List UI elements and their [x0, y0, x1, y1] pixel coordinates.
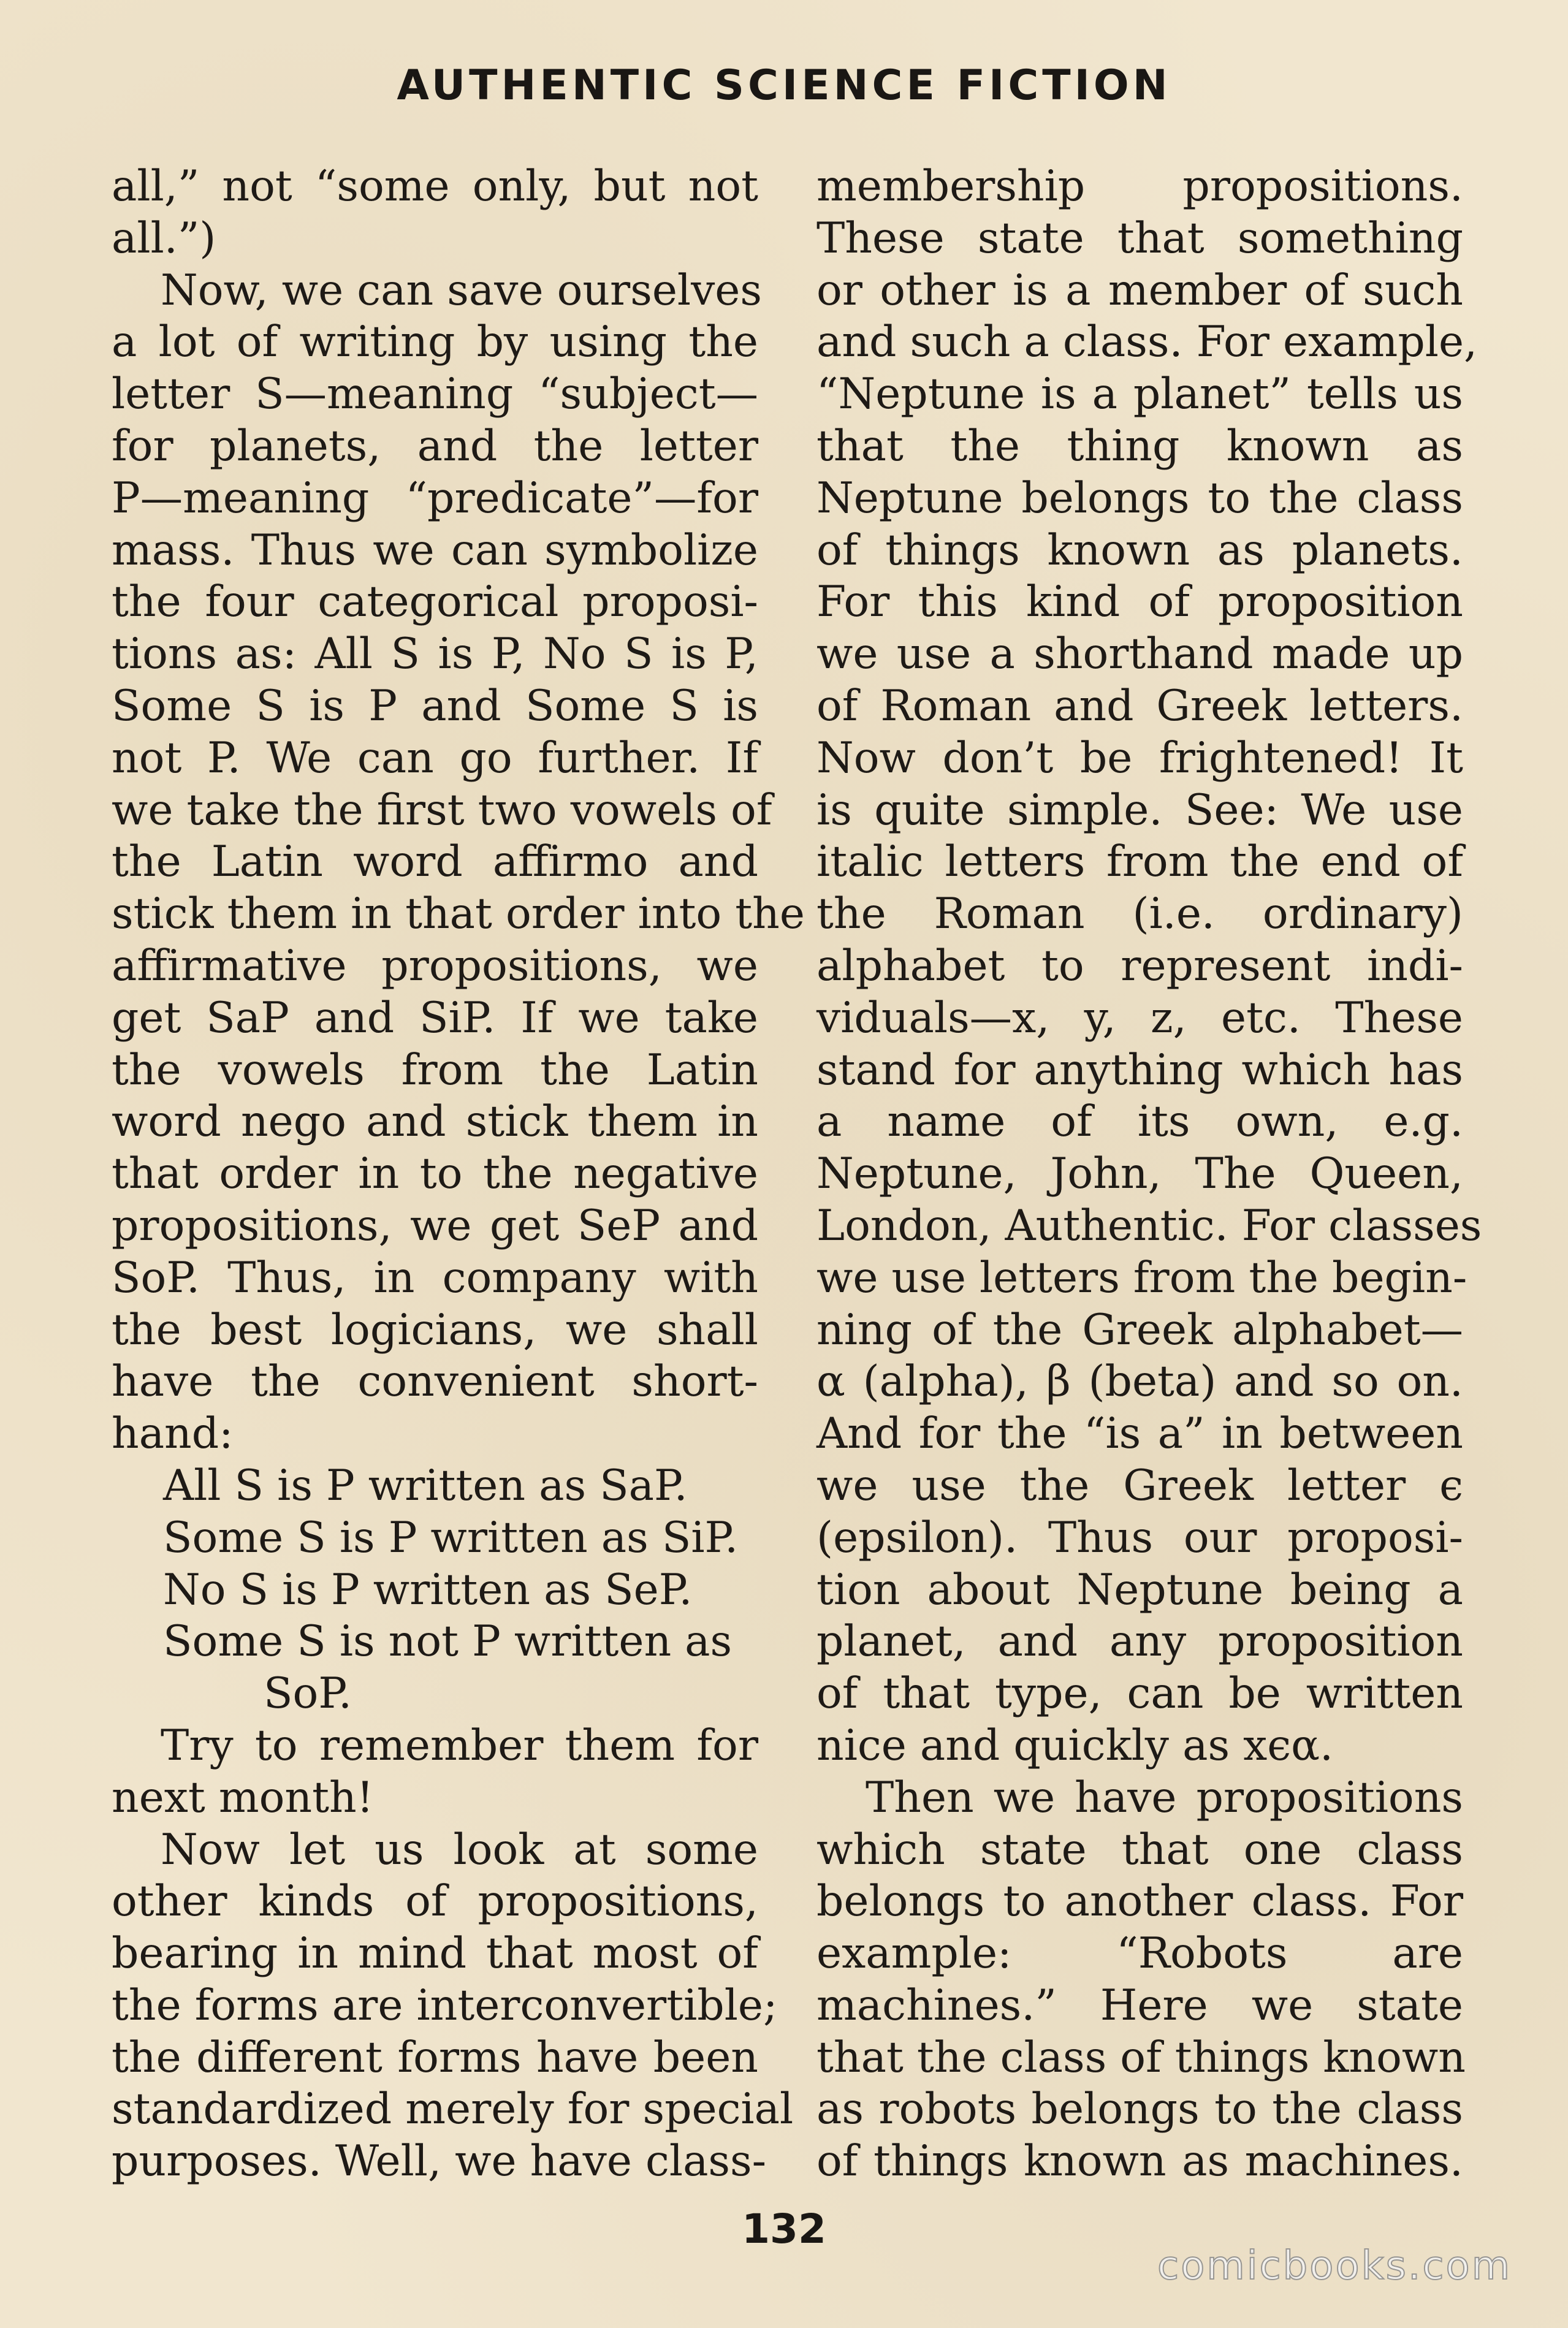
right-column-line: of things known as machines.	[816, 2137, 1463, 2186]
left-column-line: a lot of writing by using the	[112, 318, 758, 367]
right-column-line: a name of its own, e.g.	[816, 1097, 1463, 1147]
right-column-line: tion about Neptune being a	[816, 1565, 1463, 1615]
right-column-line: we use the Greek letter ϵ	[816, 1461, 1463, 1510]
right-column-line: and such a class. For example,	[816, 318, 1478, 367]
left-column-line: the Latin word affirmo and	[112, 837, 758, 887]
right-column-line: London, Authentic. For classes	[816, 1201, 1482, 1250]
right-column-line: is quite simple. See: We use	[816, 785, 1463, 835]
left-column-line: have the convenient short-	[112, 1357, 758, 1407]
right-column-line: that the thing known as	[816, 421, 1463, 471]
right-column-line: of that type, can be written	[816, 1669, 1463, 1719]
left-column-line: the vowels from the Latin	[112, 1045, 758, 1095]
right-column-line: that the class of things known	[816, 2033, 1466, 2082]
left-column-line: Some S is P written as SiP.	[163, 1513, 739, 1562]
left-column-line: Some S is P and Some S is	[112, 681, 758, 731]
right-column-line: Then we have propositions	[866, 1773, 1463, 1822]
left-column-line: all,” not “some only, but not	[112, 162, 758, 211]
right-column-line: example: “Robots are	[816, 1929, 1463, 1979]
left-column-line: mass. Thus we can symbolize	[112, 525, 758, 575]
right-column-line: For this kind of proposition	[816, 577, 1463, 627]
right-column-line: Neptune belongs to the class	[816, 473, 1463, 523]
left-column-line: next month!	[112, 1773, 374, 1822]
right-column	[816, 161, 1482, 2188]
right-column-line: as robots belongs to the class	[816, 2085, 1463, 2134]
right-column-line: alphabet to represent indi-	[816, 941, 1463, 991]
right-column-line: italic letters from the end of	[816, 837, 1463, 887]
right-column-line: which state that one class	[816, 1825, 1463, 1874]
left-column-line: Some S is not P written as	[163, 1617, 733, 1667]
left-column-line: letter S—meaning “subject—	[112, 370, 758, 419]
left-column-line: we take the first two vowels of	[112, 785, 772, 835]
left-column-line: that order in to the negative	[112, 1149, 758, 1199]
left-column-line: tions as: All S is P, No S is P,	[112, 630, 758, 679]
right-column-line: “Neptune is a planet” tells us	[816, 370, 1463, 419]
left-column-line: all.”)	[112, 213, 216, 263]
left-column-line: the four categorical proposi-	[112, 577, 758, 627]
running-head: AUTHENTIC SCIENCE FICTION	[397, 61, 1171, 110]
left-column-line: SoP. Thus, in company with	[112, 1253, 758, 1303]
right-column-line: machines.” Here we state	[816, 1980, 1463, 2030]
right-column-line: α (alpha), β (beta) and so on.	[816, 1357, 1463, 1407]
right-column-line: Neptune, John, The Queen,	[816, 1149, 1463, 1199]
right-column-line: viduals—x, y, z, etc. These	[816, 993, 1463, 1043]
left-column-line: P—meaning “predicate”—for	[112, 473, 758, 523]
left-column-line: for planets, and the letter	[112, 421, 758, 471]
left-column-line: word nego and stick them in	[112, 1097, 758, 1147]
right-column-line: planet, and any proposition	[816, 1617, 1463, 1667]
right-column-line: belongs to another class. For	[816, 1877, 1463, 1927]
left-column-line: not P. We can go further. If	[112, 733, 758, 783]
left-column-line: Now let us look at some	[161, 1825, 758, 1874]
left-column-line: the best logicians, we shall	[112, 1305, 758, 1355]
left-column-line: standardized merely for special	[112, 2085, 794, 2134]
left-column-line: the different forms have been	[112, 2033, 758, 2082]
right-column-line: (epsilon). Thus our proposi-	[816, 1513, 1463, 1562]
right-column-line: of Roman and Greek letters.	[816, 681, 1463, 731]
left-column-line: purposes. Well, we have class-	[112, 2137, 767, 2186]
right-column-line: ning of the Greek alphabet—	[816, 1305, 1463, 1355]
left-column-line: SoP.	[264, 1669, 352, 1719]
left-column-line: affirmative propositions, we	[112, 941, 758, 991]
right-column-line: nice and quickly as xϵα.	[816, 1721, 1334, 1770]
watermark-logo: comicbooks.com	[1157, 2243, 1512, 2289]
right-column-line: stand for anything which has	[816, 1045, 1463, 1095]
right-column-line: or other is a member of such	[816, 265, 1463, 315]
right-column-line: These state that something	[816, 213, 1463, 263]
left-column-line: All S is P written as SaP.	[163, 1461, 688, 1510]
right-column-line: Now don’t be frightened! It	[816, 733, 1463, 783]
left-column-line: propositions, we get SeP and	[112, 1201, 758, 1250]
right-column-line: membership propositions.	[816, 162, 1463, 211]
left-column-line: Now, we can save ourselves	[161, 265, 762, 315]
left-column-line: bearing in mind that most of	[112, 1929, 758, 1979]
left-column-line: other kinds of propositions,	[112, 1877, 758, 1927]
left-column	[112, 161, 805, 2188]
page-number: 132	[742, 2205, 826, 2253]
left-column-line: get SaP and SiP. If we take	[112, 993, 758, 1043]
right-column-line: we use letters from the begin-	[816, 1253, 1467, 1303]
right-column-line: And for the “is a” in between	[816, 1409, 1463, 1459]
left-column-line: the forms are interconvertible;	[112, 1980, 778, 2030]
right-column-line: of things known as planets.	[816, 525, 1463, 575]
left-column-line: No S is P written as SeP.	[163, 1565, 693, 1615]
right-column-line: we use a shorthand made up	[816, 630, 1463, 679]
right-column-line: the Roman (i.e. ordinary)	[816, 889, 1463, 939]
left-column-line: Try to remember them for	[161, 1721, 758, 1770]
left-column-line: stick them in that order into the	[112, 889, 805, 939]
left-column-line: hand:	[112, 1409, 234, 1459]
